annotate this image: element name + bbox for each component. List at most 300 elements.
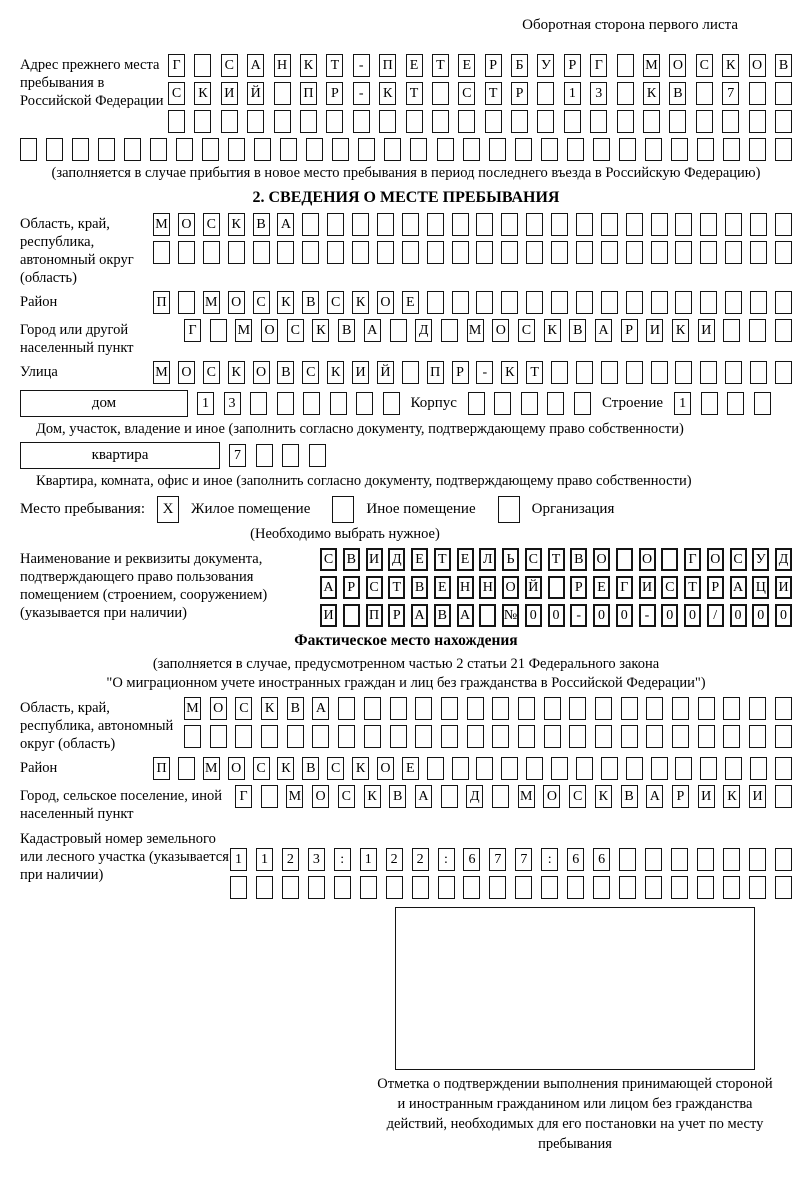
- grid-cell: [775, 725, 792, 748]
- grid-cell: С: [253, 757, 270, 780]
- cadastral-grid: [230, 848, 792, 899]
- grid-cell: [277, 241, 294, 264]
- grid-cell: [576, 291, 593, 314]
- grid-cell: [377, 241, 394, 264]
- grid-cell: [518, 697, 535, 720]
- grid-cell: [619, 876, 636, 899]
- grid-cell: [360, 876, 377, 899]
- grid-cell: [775, 82, 792, 105]
- district-grid: [153, 291, 792, 314]
- grid-cell: [593, 876, 610, 899]
- grid-cell: В: [569, 319, 586, 342]
- grid-cell: -: [639, 604, 656, 627]
- grid-cell: [651, 361, 668, 384]
- grid-cell: [547, 392, 564, 415]
- grid-cell: [261, 725, 278, 748]
- cadastral-label: Кадастровый номер земельного или лесного участка (указывается при наличии): [20, 831, 229, 883]
- grid-cell: [567, 876, 584, 899]
- residence-type-label: Место пребывания:: [20, 501, 145, 517]
- cadastral-block: [20, 828, 792, 899]
- grid-cell: [210, 725, 227, 748]
- house-note: Дом, участок, владение и иное (заполнить согласно документу, подтверждающему право собственности): [36, 421, 684, 437]
- grid-cell: [651, 241, 668, 264]
- grid-cell: Т: [548, 548, 565, 571]
- grid-cell: В: [434, 604, 451, 627]
- grid-cell: У: [752, 548, 769, 571]
- grid-cell: [384, 138, 401, 161]
- grid-cell: Г: [168, 54, 185, 77]
- grid-cell: Г: [235, 785, 252, 808]
- grid-cell: И: [646, 319, 663, 342]
- grid-cell: [390, 725, 407, 748]
- grid-cell: [775, 876, 792, 899]
- grid-cell: К: [379, 82, 396, 105]
- grid-cell: И: [775, 576, 792, 599]
- grid-cell: [441, 697, 458, 720]
- grid-cell: [750, 361, 767, 384]
- grid-cell: [492, 725, 509, 748]
- grid-cell: [775, 757, 792, 780]
- grid-cell: А: [415, 785, 432, 808]
- grid-cell: [441, 785, 458, 808]
- grid-cell: А: [646, 785, 663, 808]
- grid-cell: [300, 110, 317, 133]
- grid-cell: К: [277, 291, 294, 314]
- street-label: Улица: [20, 364, 58, 380]
- grid-cell: [617, 110, 634, 133]
- grid-cell: [452, 757, 469, 780]
- grid-cell: [526, 241, 543, 264]
- grid-cell: -: [476, 361, 493, 384]
- grid-cell: [697, 848, 714, 871]
- grid-cell: Р: [326, 82, 343, 105]
- grid-cell: [725, 757, 742, 780]
- residence-other-label: Иное помещение: [366, 501, 476, 517]
- apartment-box-label: квартира: [20, 442, 220, 469]
- title-document-row-1: [320, 548, 792, 571]
- grid-cell: [551, 291, 568, 314]
- grid-cell: Т: [388, 576, 405, 599]
- grid-cell: К: [672, 319, 689, 342]
- grid-cell: С: [203, 213, 220, 236]
- house-block: [20, 390, 792, 417]
- grid-cell: [617, 54, 634, 77]
- grid-cell: [377, 213, 394, 236]
- grid-cell: [274, 110, 291, 133]
- grid-cell: [452, 291, 469, 314]
- grid-cell: [476, 291, 493, 314]
- grid-cell: /: [707, 604, 724, 627]
- grid-cell: [700, 213, 717, 236]
- apartment-cells: [229, 444, 326, 467]
- residence-dwelling-label: Жилое помещение: [191, 501, 311, 517]
- grid-cell: К: [261, 697, 278, 720]
- district-label: Район: [20, 294, 58, 310]
- fact-district-block: [20, 757, 792, 780]
- grid-cell: К: [544, 319, 561, 342]
- grid-cell: К: [228, 361, 245, 384]
- grid-cell: [749, 138, 766, 161]
- grid-cell: [775, 848, 792, 871]
- grid-cell: [551, 361, 568, 384]
- grid-cell: П: [300, 82, 317, 105]
- grid-cell: [722, 110, 739, 133]
- grid-cell: [645, 138, 662, 161]
- grid-cell: [150, 138, 167, 161]
- grid-cell: В: [253, 213, 270, 236]
- fact-city-block: [20, 785, 792, 823]
- grid-cell: [775, 785, 792, 808]
- grid-cell: [675, 291, 692, 314]
- grid-cell: [332, 138, 349, 161]
- city-block: [20, 319, 792, 357]
- grid-cell: [749, 876, 766, 899]
- grid-cell: [671, 138, 688, 161]
- grid-cell: [312, 725, 329, 748]
- grid-cell: [467, 697, 484, 720]
- grid-cell: [601, 361, 618, 384]
- grid-cell: [725, 241, 742, 264]
- grid-cell: [750, 291, 767, 314]
- grid-cell: [672, 697, 689, 720]
- grid-cell: [564, 110, 581, 133]
- grid-cell: К: [723, 785, 740, 808]
- grid-cell: Н: [457, 576, 474, 599]
- grid-cell: [386, 876, 403, 899]
- grid-cell: В: [669, 82, 686, 105]
- grid-cell: [698, 697, 715, 720]
- grid-cell: [775, 241, 792, 264]
- grid-cell: [576, 213, 593, 236]
- grid-cell: С: [168, 82, 185, 105]
- grid-cell: 3: [590, 82, 607, 105]
- grid-cell: [287, 725, 304, 748]
- grid-cell: №: [502, 604, 519, 627]
- grid-cell: [427, 213, 444, 236]
- grid-cell: [178, 241, 195, 264]
- grid-cell: 6: [567, 848, 584, 871]
- grid-cell: В: [343, 548, 360, 571]
- house-cells: [197, 392, 400, 415]
- grid-cell: Ь: [502, 548, 519, 571]
- grid-cell: [441, 319, 458, 342]
- grid-cell: Г: [616, 576, 633, 599]
- grid-cell: Р: [452, 361, 469, 384]
- grid-cell: Е: [411, 548, 428, 571]
- grid-cell: О: [228, 757, 245, 780]
- grid-cell: [153, 241, 170, 264]
- grid-cell: К: [352, 291, 369, 314]
- grid-cell: [601, 241, 618, 264]
- grid-cell: М: [153, 361, 170, 384]
- grid-cell: [567, 138, 584, 161]
- grid-cell: О: [639, 548, 656, 571]
- residence-type-block: [20, 496, 792, 523]
- region-row-1: [153, 213, 792, 236]
- grid-cell: [518, 725, 535, 748]
- grid-cell: [672, 725, 689, 748]
- grid-cell: [202, 138, 219, 161]
- grid-cell: [526, 757, 543, 780]
- grid-cell: [617, 82, 634, 105]
- prev-address-row-1: [168, 54, 792, 77]
- grid-cell: [671, 876, 688, 899]
- grid-cell: О: [502, 576, 519, 599]
- grid-cell: Л: [479, 548, 496, 571]
- grid-cell: [302, 241, 319, 264]
- grid-cell: [723, 848, 740, 871]
- grid-cell: К: [327, 361, 344, 384]
- grid-cell: Ц: [752, 576, 769, 599]
- grid-cell: [621, 697, 638, 720]
- grid-cell: [619, 848, 636, 871]
- cadastral-row-1: [230, 848, 792, 871]
- grid-cell: 7: [229, 444, 246, 467]
- grid-cell: О: [669, 54, 686, 77]
- grid-cell: В: [338, 319, 355, 342]
- grid-cell: [749, 110, 766, 133]
- grid-cell: [383, 392, 400, 415]
- grid-cell: [415, 697, 432, 720]
- grid-cell: 0: [616, 604, 633, 627]
- grid-cell: М: [286, 785, 303, 808]
- grid-cell: [515, 876, 532, 899]
- grid-cell: [651, 757, 668, 780]
- fact-region-block: [20, 697, 792, 753]
- header-note: Оборотная сторона первого листа: [522, 17, 738, 33]
- title-document-label: Наименование и реквизиты документа, подтверждающего право пользования помещением (строением, сооружением) (указывается при наличии): [20, 551, 268, 621]
- grid-cell: С: [730, 548, 747, 571]
- grid-cell: [595, 725, 612, 748]
- grid-cell: 1: [360, 848, 377, 871]
- grid-cell: О: [253, 361, 270, 384]
- grid-cell: [626, 291, 643, 314]
- grid-cell: К: [312, 319, 329, 342]
- grid-cell: [326, 110, 343, 133]
- grid-cell: [308, 876, 325, 899]
- structure-label: Строение: [601, 395, 664, 411]
- building-label: Корпус: [410, 395, 457, 411]
- grid-cell: Г: [184, 319, 201, 342]
- grid-cell: Д: [466, 785, 483, 808]
- grid-cell: 1: [256, 848, 273, 871]
- grid-cell: [501, 241, 518, 264]
- grid-cell: [452, 241, 469, 264]
- fact-district-label: Район: [20, 760, 58, 776]
- grid-cell: [551, 241, 568, 264]
- grid-cell: 7: [722, 82, 739, 105]
- region-row-2: [153, 241, 792, 264]
- grid-cell: П: [427, 361, 444, 384]
- title-document-row-2: [320, 576, 792, 599]
- grid-cell: [548, 576, 565, 599]
- grid-cell: [178, 757, 195, 780]
- fact-region-row-1: [184, 697, 792, 720]
- grid-cell: 1: [230, 848, 247, 871]
- grid-cell: С: [327, 291, 344, 314]
- grid-cell: Т: [526, 361, 543, 384]
- grid-cell: [250, 392, 267, 415]
- grid-cell: [626, 757, 643, 780]
- grid-cell: И: [221, 82, 238, 105]
- grid-cell: А: [595, 319, 612, 342]
- grid-cell: [551, 757, 568, 780]
- grid-cell: [303, 392, 320, 415]
- grid-cell: [646, 725, 663, 748]
- grid-cell: [725, 291, 742, 314]
- grid-cell: [228, 138, 245, 161]
- grid-cell: 7: [489, 848, 506, 871]
- grid-cell: [178, 291, 195, 314]
- grid-cell: [749, 697, 766, 720]
- grid-cell: [619, 138, 636, 161]
- actual-location-note-1: (заполняется в случае, предусмотренном частью 2 статьи 21 Федерального закона: [152, 656, 660, 672]
- grid-cell: [537, 110, 554, 133]
- grid-cell: С: [235, 697, 252, 720]
- grid-cell: [261, 785, 278, 808]
- grid-cell: 7: [515, 848, 532, 871]
- grid-cell: [468, 392, 485, 415]
- grid-cell: О: [178, 361, 195, 384]
- grid-cell: М: [153, 213, 170, 236]
- grid-cell: [700, 291, 717, 314]
- grid-cell: [390, 319, 407, 342]
- grid-cell: [775, 138, 792, 161]
- grid-cell: [541, 876, 558, 899]
- grid-cell: [379, 110, 396, 133]
- grid-cell: [412, 876, 429, 899]
- prev-address-grid: [168, 54, 792, 133]
- section2-title: 2. СВЕДЕНИЯ О МЕСТЕ ПРЕБЫВАНИЯ: [252, 189, 560, 206]
- grid-cell: [696, 82, 713, 105]
- grid-cell: 6: [593, 848, 610, 871]
- grid-cell: М: [184, 697, 201, 720]
- grid-cell: [494, 392, 511, 415]
- grid-cell: 0: [525, 604, 542, 627]
- fact-city-grid: [235, 785, 792, 808]
- grid-cell: [643, 110, 660, 133]
- grid-cell: С: [458, 82, 475, 105]
- grid-cell: [501, 757, 518, 780]
- grid-cell: 0: [684, 604, 701, 627]
- grid-cell: [511, 110, 528, 133]
- grid-cell: [626, 241, 643, 264]
- grid-cell: [601, 213, 618, 236]
- district-row: [153, 291, 792, 314]
- street-block: [20, 361, 792, 384]
- grid-cell: [210, 319, 227, 342]
- residence-dwelling-checkbox: X: [157, 496, 179, 523]
- grid-cell: [698, 725, 715, 748]
- grid-cell: [590, 110, 607, 133]
- region-grid: [153, 213, 792, 264]
- grid-cell: [669, 110, 686, 133]
- grid-cell: [406, 110, 423, 133]
- grid-cell: [476, 213, 493, 236]
- grid-cell: О: [543, 785, 560, 808]
- grid-cell: [754, 392, 771, 415]
- grid-cell: [467, 725, 484, 748]
- grid-cell: [501, 291, 518, 314]
- grid-cell: Д: [388, 548, 405, 571]
- prev-address-label: Адрес прежнего места пребывания в Российской Федерации: [20, 57, 164, 109]
- grid-cell: [701, 392, 718, 415]
- grid-cell: [675, 361, 692, 384]
- grid-cell: Й: [377, 361, 394, 384]
- grid-cell: 3: [224, 392, 241, 415]
- grid-cell: [485, 110, 502, 133]
- grid-cell: П: [153, 757, 170, 780]
- cadastral-row-2: [230, 876, 792, 899]
- grid-cell: [544, 725, 561, 748]
- grid-cell: [697, 876, 714, 899]
- grid-cell: Т: [326, 54, 343, 77]
- grid-cell: :: [334, 848, 351, 871]
- building-cells: [468, 392, 591, 415]
- grid-cell: [725, 361, 742, 384]
- stamp-caption: Отметка о подтверждении выполнения принимающей стороной и иностранным гражданином или лицом без гражданства действий, необходимых для его постановки на учет по месту пребывания: [377, 1076, 773, 1152]
- grid-cell: В: [277, 361, 294, 384]
- city-row: [184, 319, 792, 342]
- grid-cell: Е: [593, 576, 610, 599]
- grid-cell: [492, 697, 509, 720]
- grid-cell: С: [287, 319, 304, 342]
- grid-cell: Д: [415, 319, 432, 342]
- grid-cell: В: [570, 548, 587, 571]
- grid-cell: [723, 725, 740, 748]
- grid-cell: С: [338, 785, 355, 808]
- grid-cell: 0: [548, 604, 565, 627]
- grid-cell: -: [353, 54, 370, 77]
- grid-cell: Й: [525, 576, 542, 599]
- grid-cell: [277, 392, 294, 415]
- grid-cell: [364, 697, 381, 720]
- grid-cell: А: [730, 576, 747, 599]
- grid-cell: М: [235, 319, 252, 342]
- grid-cell: [601, 757, 618, 780]
- grid-cell: С: [518, 319, 535, 342]
- grid-cell: [280, 138, 297, 161]
- grid-cell: Р: [672, 785, 689, 808]
- city-label: Город или другой населенный пункт: [20, 322, 134, 356]
- grid-cell: 1: [564, 82, 581, 105]
- prev-address-note: (заполняется в случае прибытия в новое место пребывания в период последнего въезда в Российскую Федерацию): [51, 165, 761, 181]
- grid-cell: [749, 82, 766, 105]
- grid-cell: В: [287, 697, 304, 720]
- grid-cell: Р: [388, 604, 405, 627]
- grid-cell: А: [247, 54, 264, 77]
- grid-cell: [749, 319, 766, 342]
- grid-cell: В: [621, 785, 638, 808]
- grid-cell: В: [411, 576, 428, 599]
- grid-cell: К: [228, 213, 245, 236]
- fact-region-grid: [184, 697, 792, 748]
- grid-cell: -: [570, 604, 587, 627]
- grid-cell: [725, 213, 742, 236]
- grid-cell: С: [253, 291, 270, 314]
- grid-cell: С: [327, 757, 344, 780]
- grid-cell: В: [302, 291, 319, 314]
- grid-cell: [574, 392, 591, 415]
- grid-cell: [415, 725, 432, 748]
- stamp-box: [395, 907, 755, 1070]
- actual-location-title: Фактическое место нахождения: [294, 632, 518, 649]
- grid-cell: 2: [282, 848, 299, 871]
- fact-district-row: [153, 757, 792, 780]
- grid-cell: [352, 213, 369, 236]
- grid-cell: [476, 241, 493, 264]
- grid-cell: [626, 213, 643, 236]
